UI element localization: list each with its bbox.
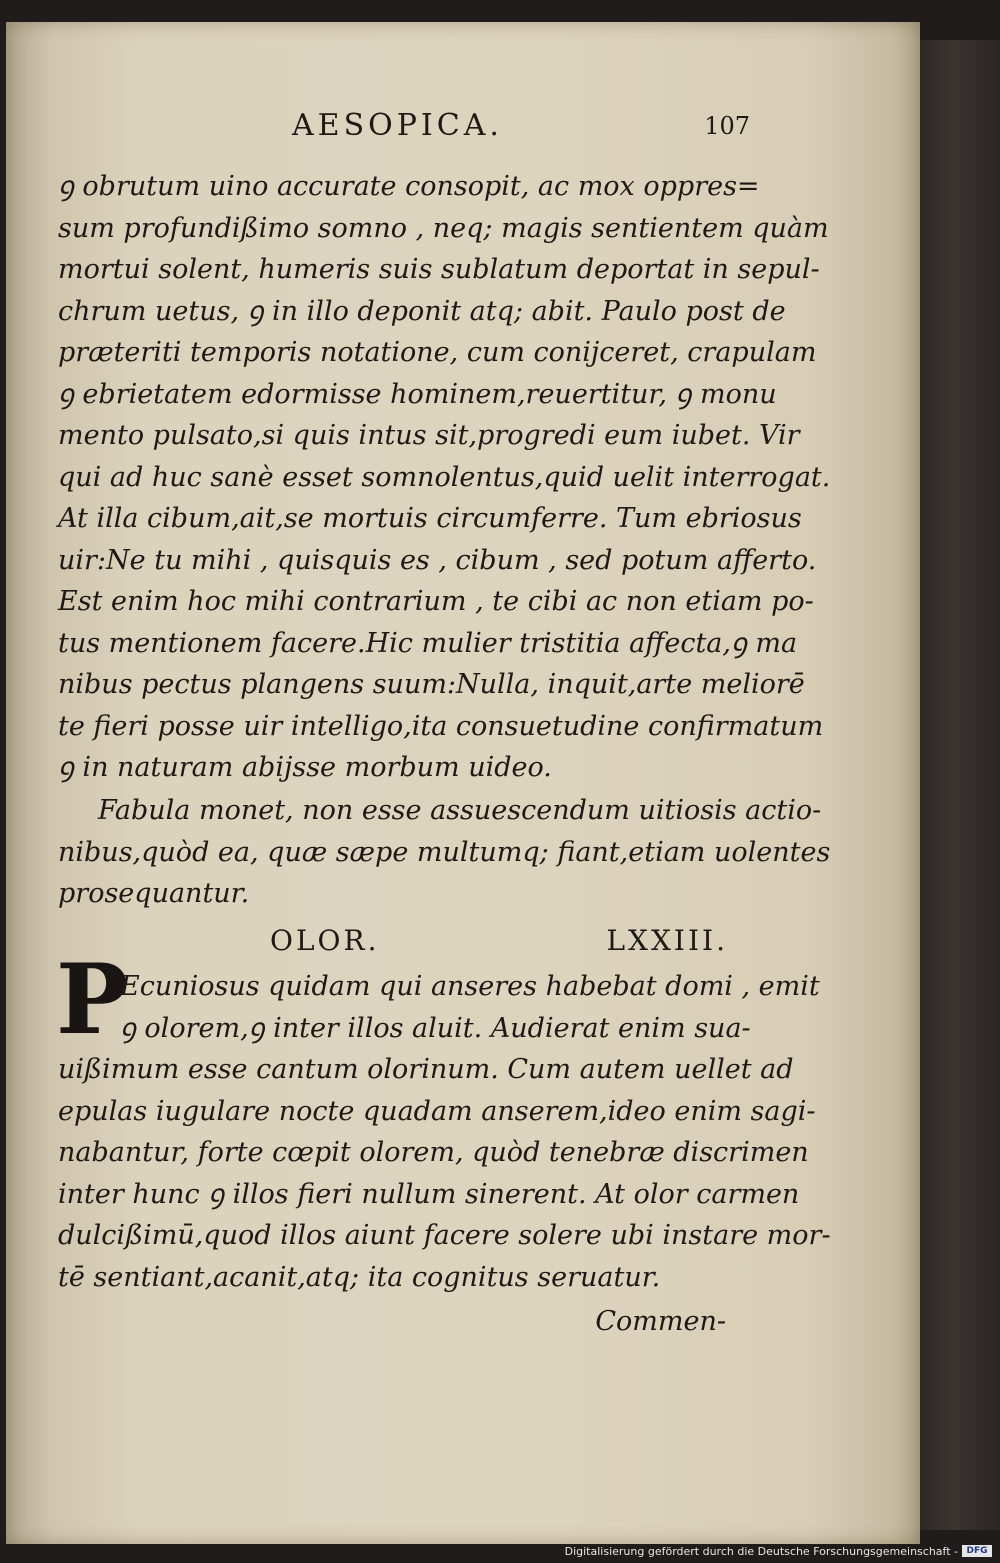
text-line: tus mentionem facere.Hic mulier tristitia affecta,ꝯ ma [58,627,798,659]
text-line: præteriti temporis notatione, cum conijceret, crapulam [58,337,817,368]
text-line: dulcißimū,quod illos aiunt facere solere ubi instare mor- [58,1220,831,1251]
text-line: mento pulsato,si quis intus sit,progredi eum iubet. Vir [58,420,800,451]
text-line: uir:Ne tu mihi , quisquis es , cibum , sed potum afferto. [58,544,817,576]
catchword: Commen- [595,1306,726,1337]
text-line: chrum uetus, ꝯ in illo deponit atq; abit. Paulo post de [58,295,786,327]
text-line: At illa cibum,ait,se mortuis circumferre. Tum ebriosus [58,503,802,534]
fable-body [58,966,831,1298]
text-line: prosequantur. [58,878,250,909]
credit-text: Digitalisierung gefördert durch die Deutsche Forschungsgemeinschaft - [564,1544,958,1558]
text-line: tē sentiant,acanit,atq; ita cognitus seruatur. [58,1261,661,1293]
page-header [60,108,750,148]
running-title: AESOPICA. [292,108,503,143]
text-line: sum profundißimo somno , neq; magis sentientem quàm [58,212,829,244]
text-line: mortui solent, humeris suis sublatum deportat in sepul- [58,254,820,285]
fable-title: OLOR. [270,924,380,957]
text-line: Est enim hoc mihi contrarium , te cibi ac non etiam po- [58,586,814,617]
text-line: ꝯ olorem,ꝯ inter illos aluit. Audierat enim sua- [120,1012,751,1044]
fable-heading [58,924,738,964]
text-line: ꝯ ebrietatem edormisse hominem,reuertitur, ꝯ monu [58,378,777,410]
fable-body-continued [58,166,831,789]
text-line: te fieri posse uir intelligo,ita consuetudine confirmatum [58,710,824,742]
text-line: nabantur, forte cœpit olorem, quòd tenebræ discrimen [58,1137,809,1168]
text-line: qui ad huc sanè esset somnolentus,quid uelit interrogat. [58,461,831,493]
text-line: uißimum esse cantum olorinum. Cum autem uellet ad [58,1054,794,1085]
fable-moral [58,790,831,915]
text-line: Fabula monet, non esse assuescendum uitiosis actio- [98,795,822,826]
text-line: nibus pectus plangens suum:Nulla, inquit,arte meliorē [58,669,805,700]
digitization-credit [565,1543,992,1559]
text-line: Ecuniosus quidam qui anseres habebat domi , emit [120,971,820,1002]
text-line: ꝯ in naturam abijsse morbum uideo. [58,752,552,783]
text-line: ꝯ obrutum uino accurate consopit, ac mox oppres= [58,171,760,202]
fable-number: LXXIII. [606,924,728,957]
page-number: 107 [704,112,750,140]
drop-capital: P [56,943,129,1056]
facing-page-edge [920,40,1000,1530]
text-line: nibus,quòd ea, quæ sæpe multumq; fiant,etiam uolentes [58,836,831,868]
dfg-logo-icon: DFG [962,1545,992,1557]
text-line: epulas iugulare nocte quadam anserem,ideo enim sagi- [58,1095,816,1127]
text-line: inter hunc ꝯ illos fieri nullum sinerent. At olor carmen [58,1178,800,1210]
